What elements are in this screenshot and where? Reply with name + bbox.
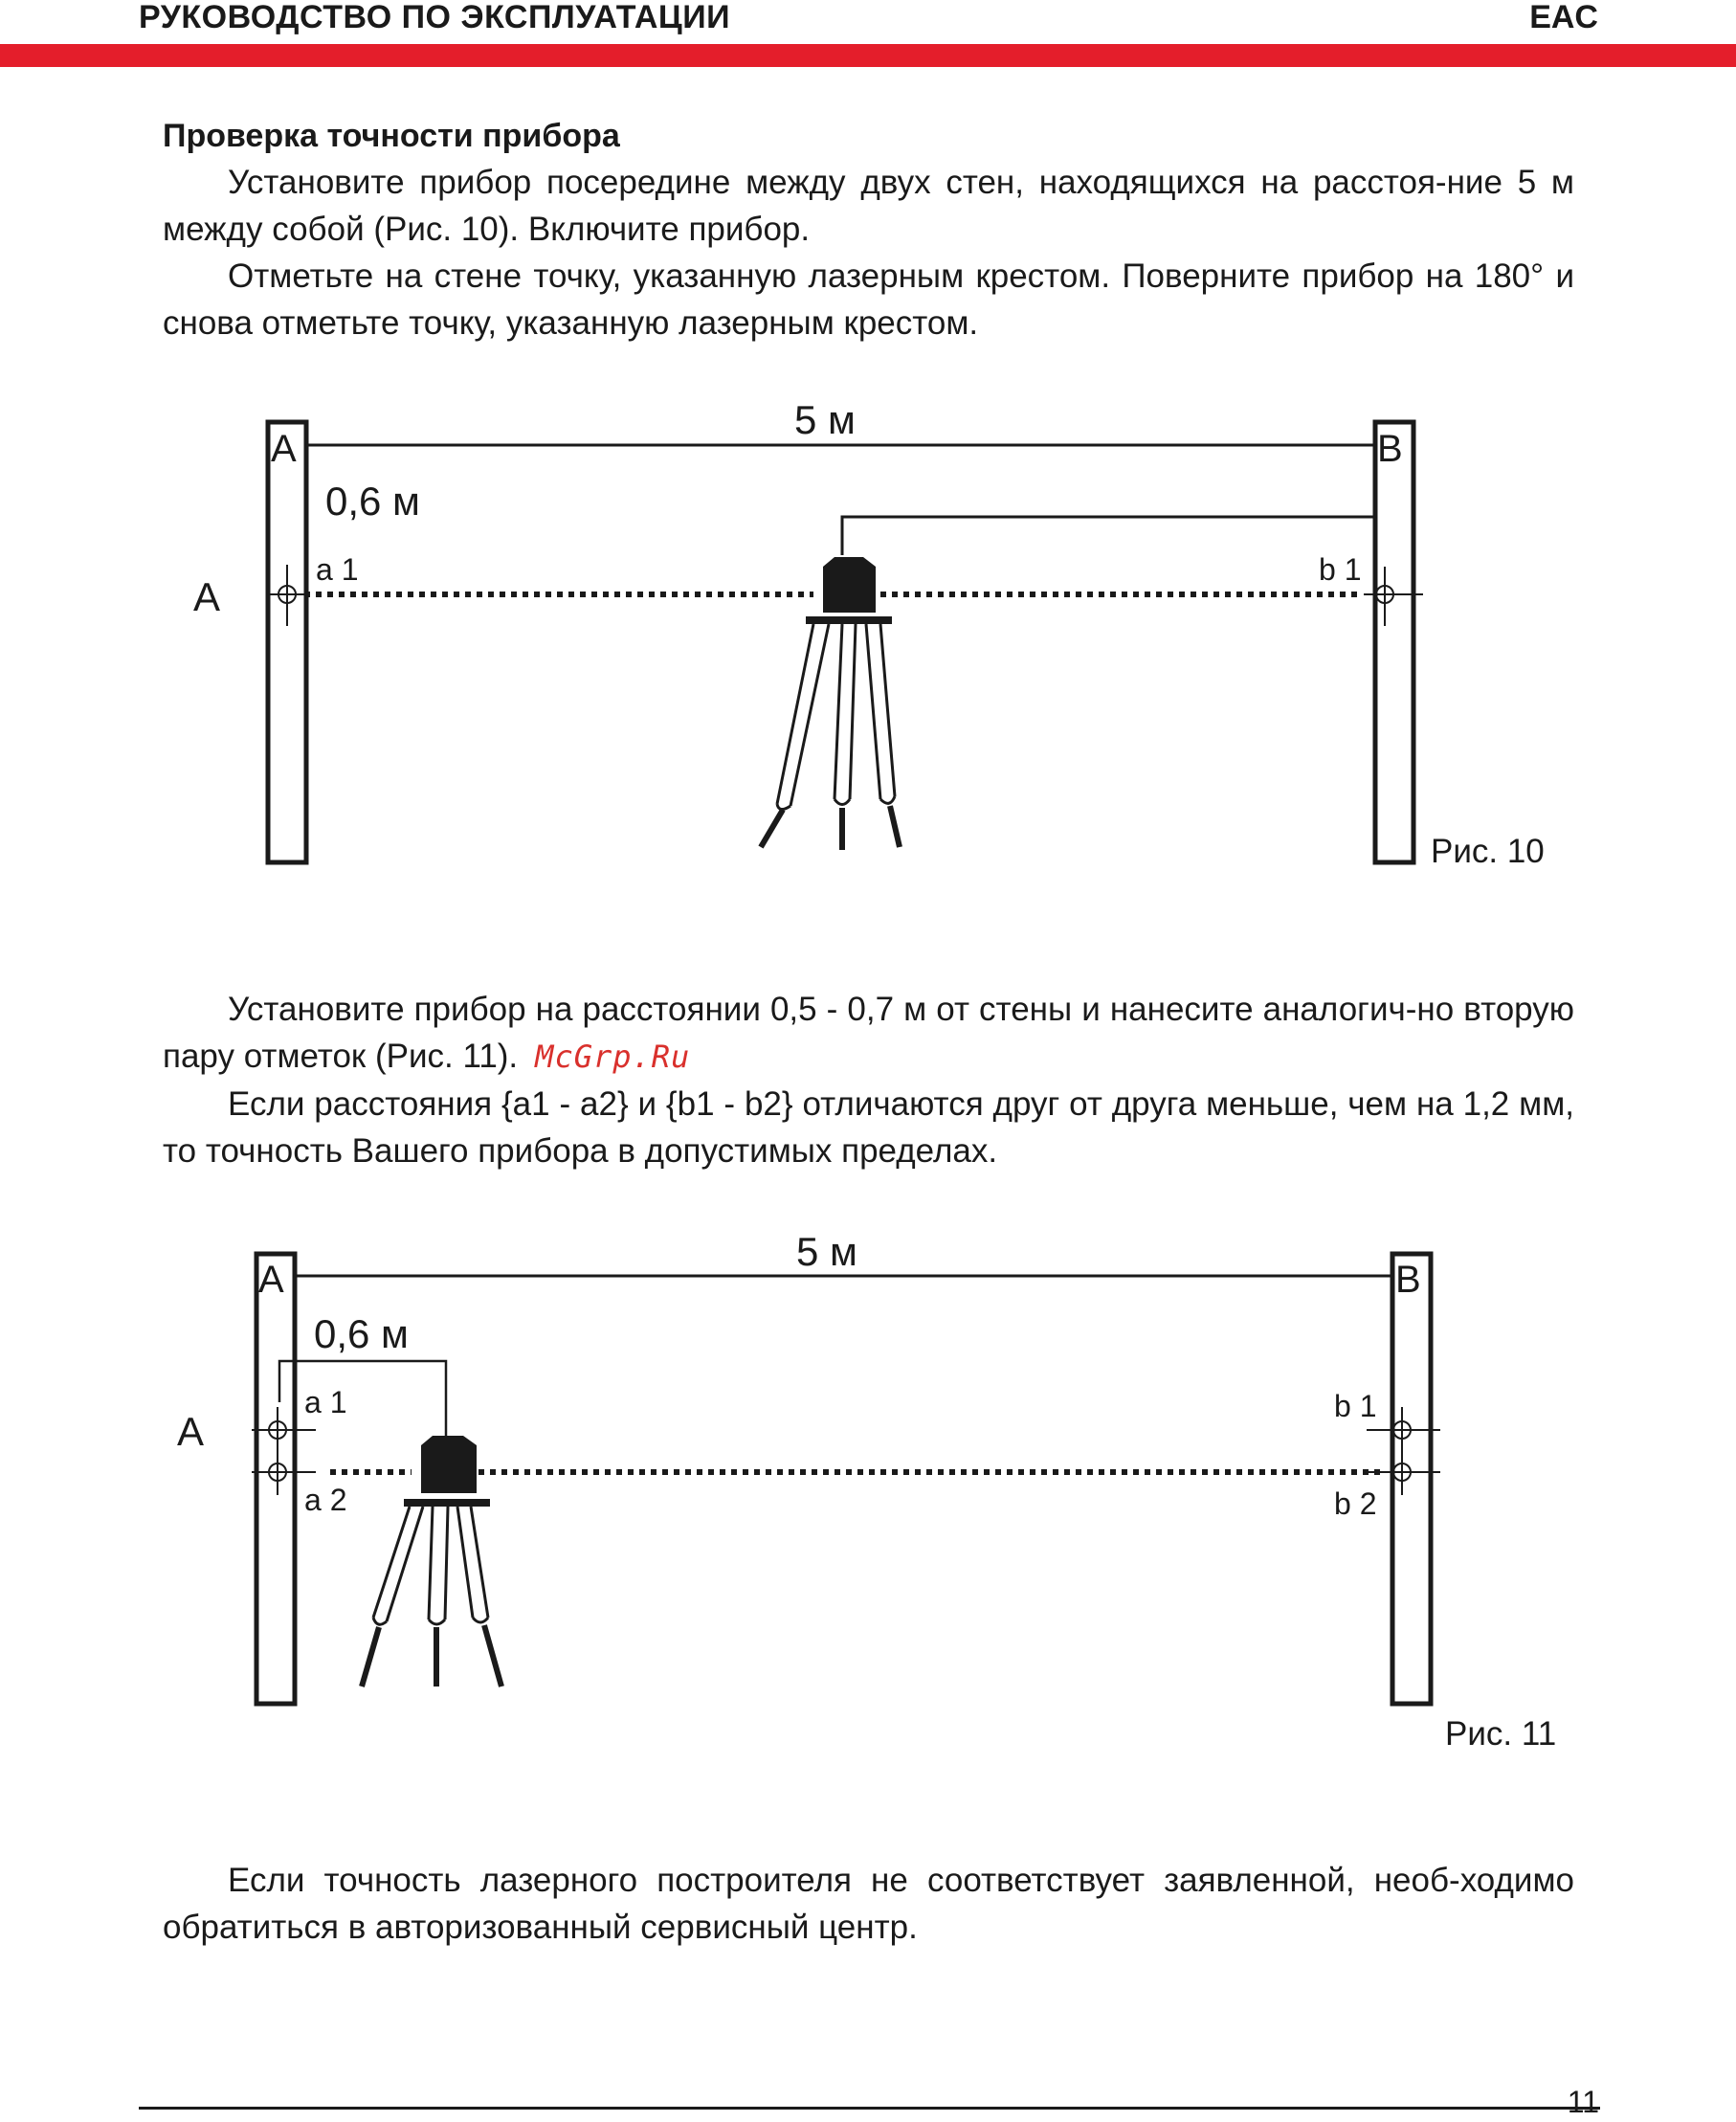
figure-11-diagram (177, 1229, 1440, 1704)
offset-label-fig11: 0,6 м (314, 1311, 409, 1356)
mark-b1-label-fig10: b 1 (1319, 552, 1362, 587)
wall-b-fig10 (1375, 422, 1413, 862)
offset-bracket-fig11 (279, 1361, 446, 1441)
mark-a2-label-fig11: a 2 (304, 1483, 347, 1517)
mark-b2-label-fig11: b 2 (1334, 1486, 1377, 1521)
paragraph-second-pair-text: Установите прибор на расстоянии 0,5 - 0,7 м от стены и нанесите аналогич-но вторую пару отметок (Рис. 11). (163, 991, 1574, 1075)
eac-mark: EAC (1529, 0, 1598, 35)
distance-label-fig10: 5 м (794, 397, 856, 442)
wall-a-fig11 (256, 1254, 295, 1704)
intro-text (163, 159, 1574, 346)
crosshair-a1-fig11 (252, 1407, 316, 1453)
distance-label-fig11: 5 м (796, 1229, 857, 1274)
wall-b-label-fig11: B (1395, 1259, 1421, 1301)
side-a-label-fig11: A (177, 1409, 205, 1454)
page-number: 11 (1567, 2085, 1599, 2119)
wall-a-label-fig11: A (258, 1259, 284, 1301)
mark-b1-label-fig11: b 1 (1334, 1389, 1377, 1423)
wall-a-label-fig10: A (271, 428, 297, 470)
crosshair-a1-fig10 (268, 565, 306, 626)
paragraph-tolerance: Если расстояния {a1 - a2} и {b1 - b2} отличаются друг от друга меньше, чем на 1,2 мм, то точность Вашего прибора в допустимых пределах. (163, 1085, 1574, 1170)
offset-leader-fig10 (842, 517, 1375, 555)
laser-level-tripod-fig11 (362, 1436, 501, 1686)
offset-label-fig10: 0,6 м (325, 479, 420, 524)
paragraph-setup: Установите прибор посередине между двух стен, находящихся на расстоя-ние 5 м между собой (Рис. 10). Включите прибор. (163, 164, 1574, 248)
crosshair-a2-fig11 (252, 1450, 316, 1495)
service-text (163, 1857, 1574, 1951)
second-pair-text (163, 986, 1574, 1174)
side-a-label-fig10: A (193, 574, 221, 619)
figure-10-caption: Рис. 10 (1431, 833, 1545, 870)
crosshair-b1-fig10 (1364, 567, 1423, 626)
paragraph-mark-point: Отметьте на стене точку, указанную лазерным крестом. Поверните прибор на 180° и снова отметьте точку, указанную лазерным крестом. (163, 257, 1574, 342)
figure-11-caption: Рис. 11 (1445, 1715, 1557, 1753)
footer-rule (139, 2107, 1600, 2110)
laser-level-tripod-fig10 (761, 557, 900, 850)
header-red-bar (0, 44, 1736, 67)
watermark: McGrp.Ru (535, 1039, 691, 1075)
mark-a1-label-fig10: a 1 (316, 552, 359, 587)
wall-b-fig11 (1392, 1254, 1431, 1704)
crosshair-b1-fig11 (1367, 1407, 1440, 1453)
mark-a1-label-fig11: a 1 (304, 1385, 347, 1419)
paragraph-second-pair (163, 986, 1574, 1081)
crosshair-b2-fig11 (1367, 1450, 1440, 1495)
wall-b-label-fig10: B (1377, 428, 1403, 470)
manual-title: РУКОВОДСТВО ПО ЭКСПЛУАТАЦИИ (139, 0, 731, 35)
section-title: Проверка точности прибора (163, 118, 620, 154)
wall-a-fig10 (268, 422, 306, 862)
paragraph-service-center: Если точность лазерного построителя не соответствует заявленной, необ-ходимо обратиться в авторизованный сервисный центр. (163, 1862, 1574, 1946)
